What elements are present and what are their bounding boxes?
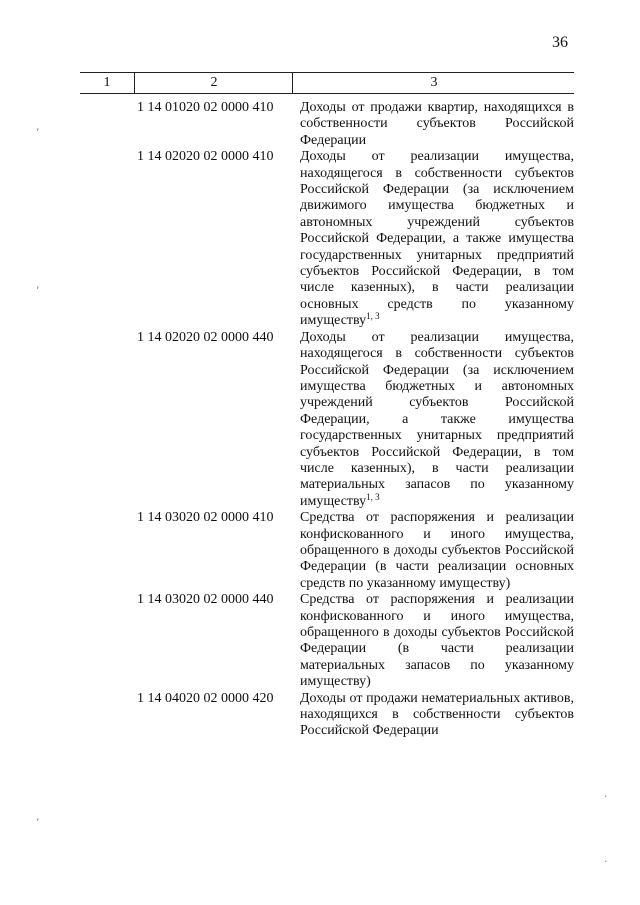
footnote-ref: 1, 3: [366, 491, 380, 502]
row-text: Средства от распоряжения и реализации конфискованного и иного имущества, обращенного в доходы субъектов Российской Федерации (в части реализации основных средств по указанному имуществу): [300, 510, 574, 591]
table-row: [80, 510, 574, 592]
table-row: [80, 691, 574, 740]
row-text: Доходы от реализации имущества, находящегося в собственности субъектов Российской Федерации (за исключением движимого имущества бюджетных и автономных учреждений субъектов Российской Федерации, а также имущества государственных унитарных предприятий субъектов Российской Федерации, в том числе казенных), в части реализации основных средств по указанному имуществу: [300, 149, 574, 329]
row-description: [300, 691, 574, 740]
row-text: Доходы от продажи нематериальных активов, находящихся в собственности субъектов Российской Федерации: [300, 690, 574, 739]
row-description: [300, 330, 574, 510]
row-code: 1 14 03020 02 0000 440: [137, 592, 274, 608]
table-row: [80, 330, 574, 510]
row-description: [300, 100, 574, 149]
row-description: [300, 592, 574, 690]
table-row: [80, 149, 574, 329]
row-text: Доходы от реализации имущества, находящегося в собственности субъектов Российской Федерации (за исключением имущества бюджетных и автономных учреждений субъектов Российской Федерации, а также имущества государственных унитарных предприятий субъектов Российской Федерации, в том числе казенных), в части реализации материальных запасов по указанному имуществу: [300, 329, 574, 509]
page-number: 36: [552, 34, 568, 51]
row-code: 1 14 02020 02 0000 410: [137, 149, 274, 165]
table-row: [80, 100, 574, 149]
table-row: [80, 592, 574, 690]
scan-mark: ,: [36, 120, 40, 133]
row-text: Доходы от продажи квартир, находящихся в собственности субъектов Российской Федерации: [300, 100, 574, 148]
row-text: Средства от распоряжения и реализации конфискованного и иного имущества, обращенного в доходы субъектов Российской Федерации (в части реализации материальных запасов по указанному имуществу): [300, 592, 574, 690]
scan-mark: ·: [604, 855, 608, 868]
scan-mark: ,: [36, 278, 40, 291]
row-description: [300, 510, 574, 592]
header-col-1: 1: [103, 75, 111, 90]
table-header: [80, 72, 574, 94]
header-col-2: 2: [134, 73, 293, 93]
row-code: 1 14 02020 02 0000 440: [137, 329, 274, 345]
header-col-3: 3: [292, 73, 575, 93]
row-code: 1 14 01020 02 0000 410: [137, 100, 274, 115]
row-code: 1 14 04020 02 0000 420: [137, 690, 274, 706]
scan-mark: ,: [36, 810, 40, 823]
row-description: [300, 149, 574, 329]
row-code: 1 14 03020 02 0000 410: [137, 510, 274, 526]
table-body: [80, 100, 574, 740]
scan-mark: ·: [604, 790, 608, 803]
footnote-ref: 1, 3: [366, 311, 380, 322]
